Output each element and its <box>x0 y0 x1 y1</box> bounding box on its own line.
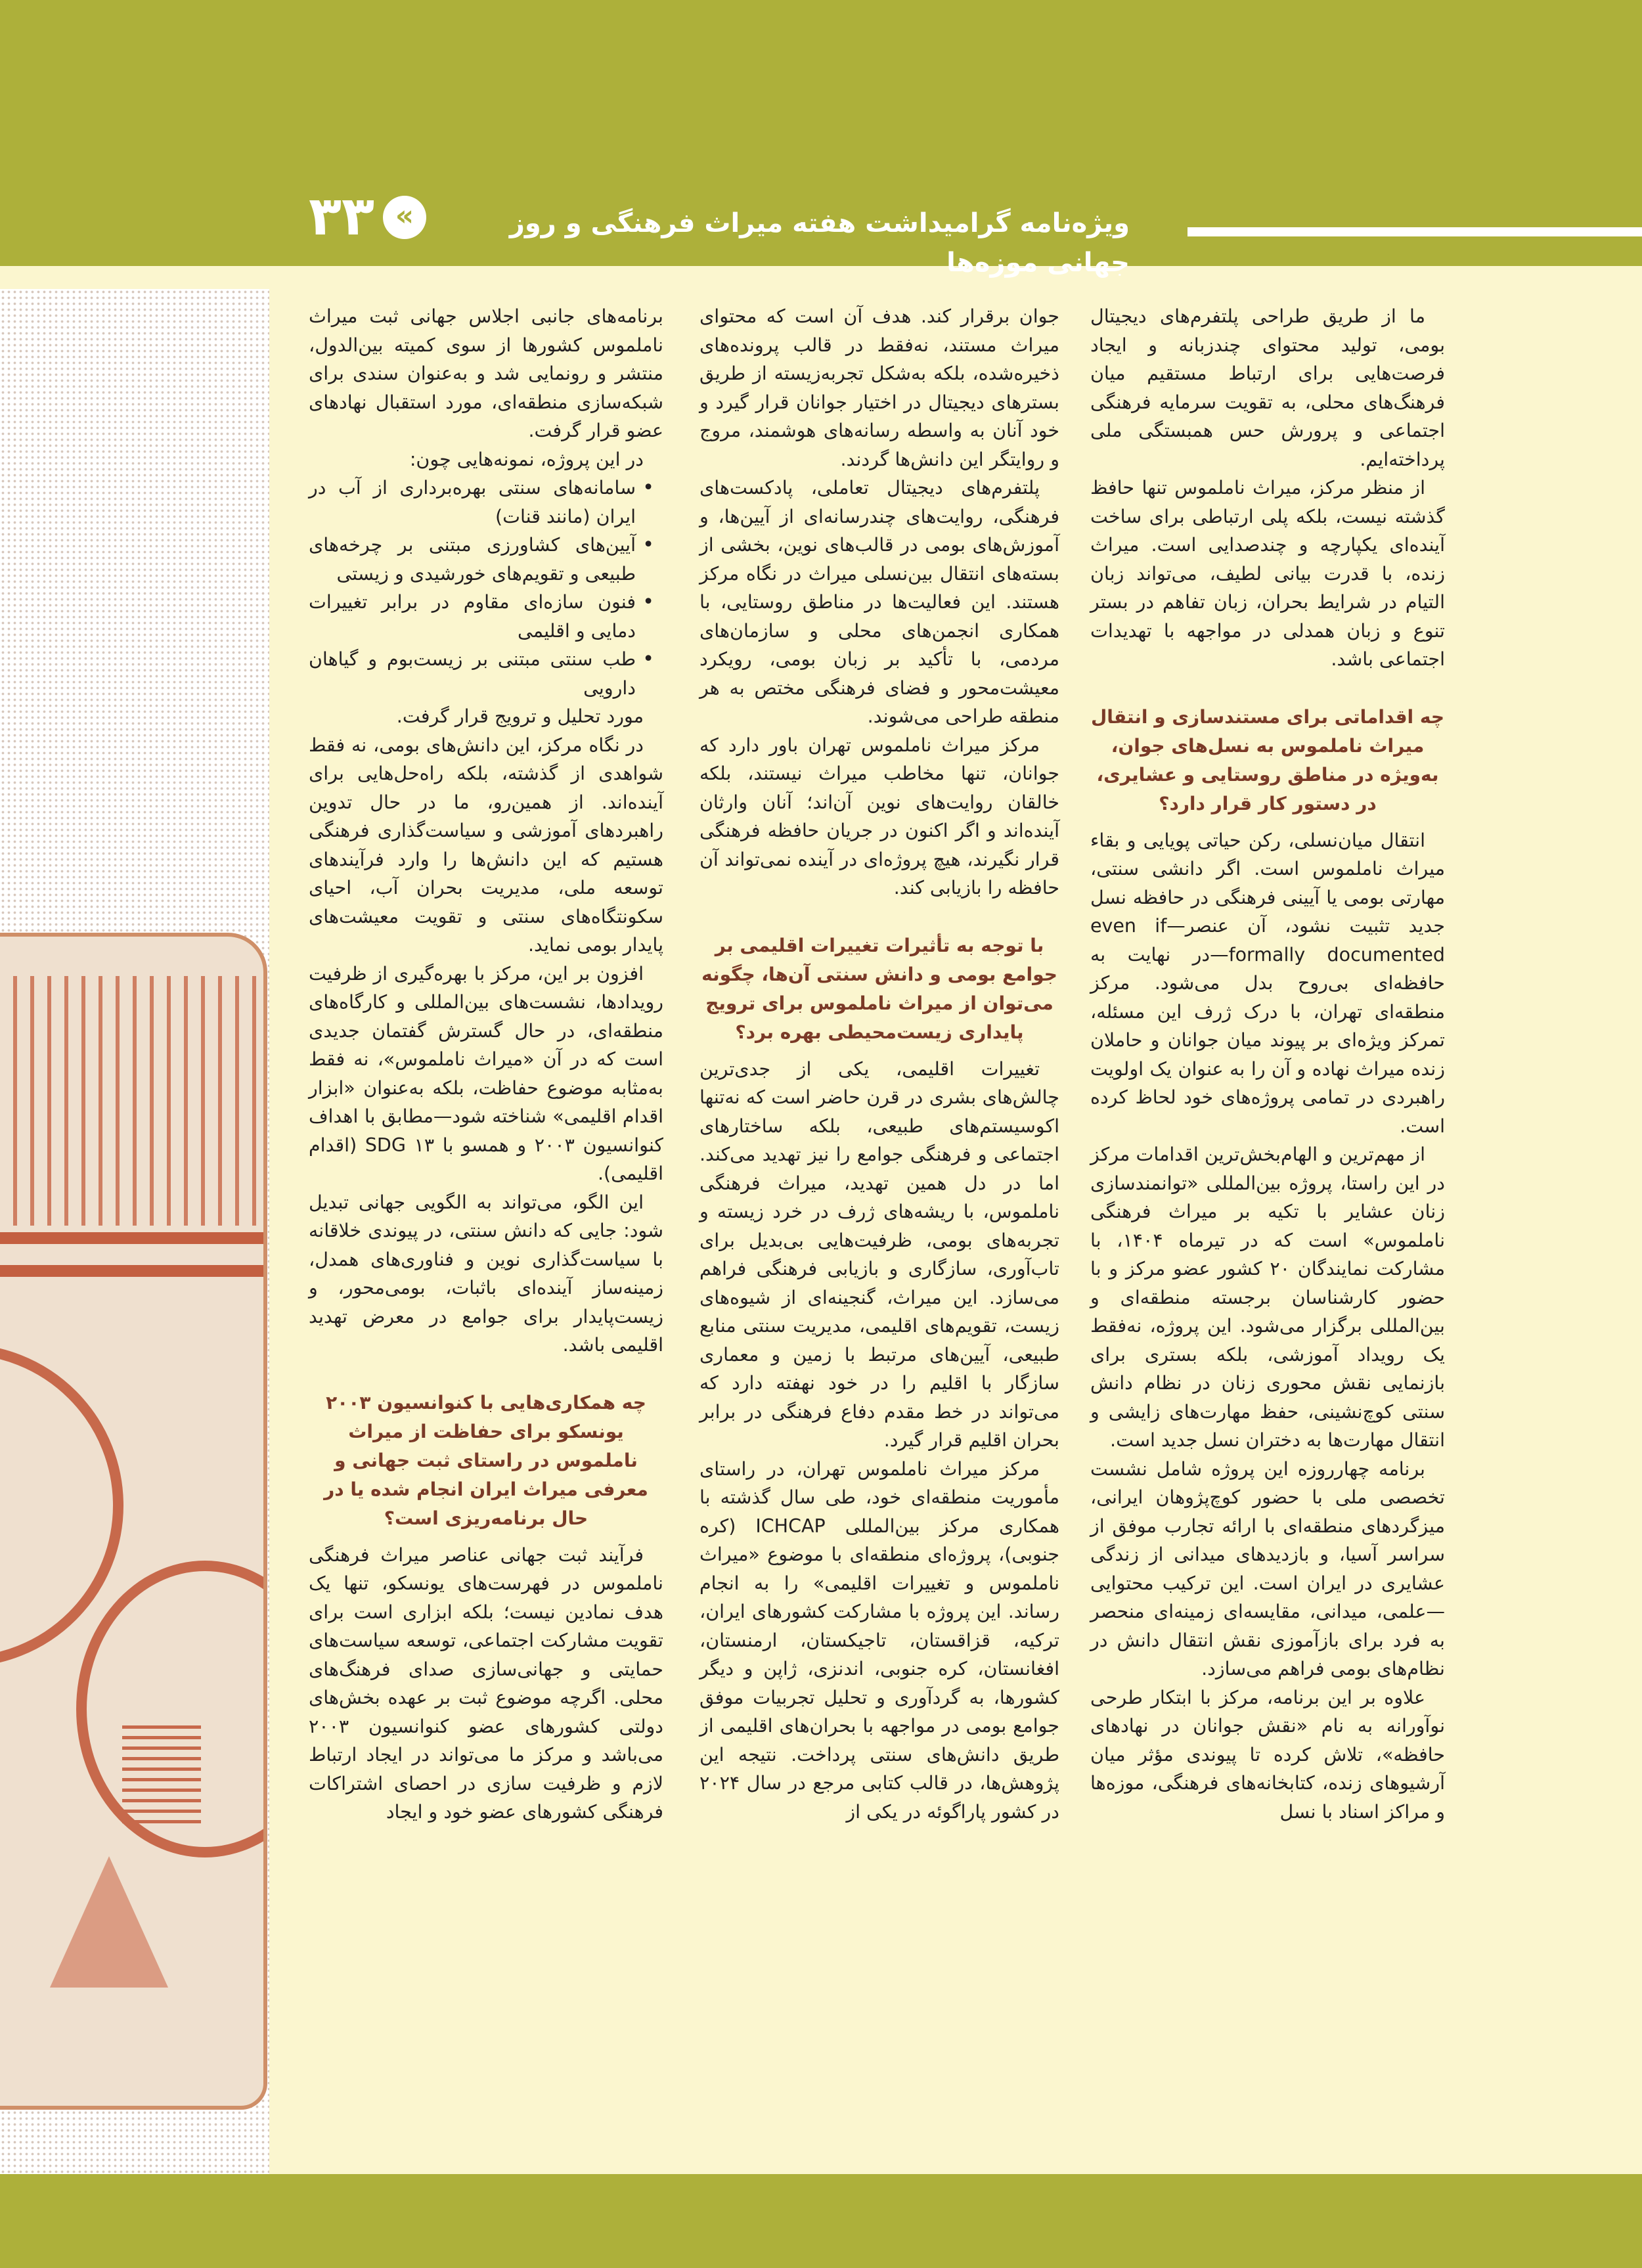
question-heading: با توجه به تأثیرات تغییرات اقلیمی بر جوامع بومی و دانش سنتی آن‌ها، چگونه می‌توان از میراث ناملموس برای ترویج پایداری زیست‌محیطی بهره برد؟ <box>701 934 1057 1043</box>
paragraph: از مهم‌ترین و الهام‌بخش‌ترین اقدامات مرکز در این راستا، پروژه بین‌المللی «توانمندسازی زنان عشایر با تکیه بر میراث فرهنگی ناملموس» است که در تیرماه ۱۴۰۴، با مشارکت نمایندگان ۲۰ کشور عضو مرکز و با حضور کارشناسان برجسته منطقه‌ای و بین‌المللی برگزار می‌شود. این پروژه، نه‌فقط یک رویداد آموزشی، بلکه بستری برای بازنمایی نقش محوری زنان در نظام دانش سنتی کوچ‌نشینی، حفظ مهارت‌های زایشی و انتقال مهارت‌ها به دختران نسل جدید است. <box>1090 1144 1446 1451</box>
paragraph: در نگاه مرکز، این دانش‌های بومی، نه فقط شواهدی از گذشته، بلکه راه‌حل‌هایی برای آینده‌اند. از همین‌رو، ما در حال تدوین راهبردهای آموزشی و سیاست‌گذاری فرهنگی هستیم که این دانش‌ها را وارد فرآیندهای توسعه ملی، مدیریت بحران آب، احیای سکونتگاه‌های سنتی و تقویت معیشت‌های پایدار بومی نماید. <box>309 734 663 956</box>
vessel-triangle-motif <box>50 1856 168 1988</box>
paragraph: از منظر مرکز، میراث ناملموس تنها حافظ گذشته نیست، بلکه پلی ارتباطی برای ساخت آینده‌ای یکپارچه و چندصدایی است. میراث زنده، با قدرت بیانی لطیف، می‌تواند زبان التیام در شرایط بحران، زبان تفاهم در بستر تنوع و زبان همدلی در مواجهه با تهدیدات اجتماعی باشد. <box>1090 477 1445 670</box>
pottery-vessel <box>0 933 267 2110</box>
column-middle <box>699 302 1059 1826</box>
page-number: ۳۳ <box>308 185 375 248</box>
paragraph: برنامه‌های جانبی اجلاس جهانی ثبت میراث ناملموس کشورها از سوی کمیته بین‌الدول، منتشر و رونمایی شد و به‌عنوان سندی برای شبکه‌سازی منطقه‌ای، مورد استقبال نهادهای عضو قرار گرفت. <box>309 305 663 441</box>
header-divider-line <box>1187 227 1642 236</box>
list-item: • طب سنتی مبتنی بر زیست‌بوم و گیاهان دارویی <box>309 645 636 702</box>
paragraph: انتقال میان‌نسلی، رکن حیاتی پویایی و بقاء میراث ناملموس است. اگر دانشی سنتی، مهارتی بومی یا آیینی فرهنگی در حافظه نسل جدید تثبیت نشود، آن عنصر—even if formally documented—در نهایت به حافظه‌ای بی‌روح بدل می‌شود. مرکز منطقه‌ای تهران، با درک ژرف این مسئله، تمرکز ویژه‌ای بر پیوند میان جوانان و حاملان زنده میراث نهاده و آن را به عنوان یک اولویت راهبردی در تمامی پروژه‌های خود لحاظ کرده است. <box>1090 829 1445 1137</box>
paragraph: مورد تحلیل و ترویج قرار گرفت. <box>396 705 644 727</box>
paragraph: تغییرات اقلیمی، یکی از جدی‌ترین چالش‌های بشری در قرن حاضر است که نه‌تنها اکوسیستم‌های طبیعی، بلکه ساختارهای اجتماعی و فرهنگی جوامع را نیز تهدید می‌کند. اما در دل همین تهدید، میراث فرهنگی ناملموس، با ریشه‌های ژرف در خرد زیسته و تجربه‌های بومی، ظرفیت‌هایی بی‌بدیل برای تاب‌آوری، سازگاری و بازیابی فرهنگی فراهم می‌سازد. این میراث، گنجینه‌ای از شیوه‌های زیست، تقویم‌های اقلیمی، مدیریت سنتی منابع طبیعی، آیین‌های مرتبط با زمین و معماری سازگار با اقلیم را در خود نهفته دارد که می‌تواند در خط مقدم دفاع فرهنگی در برابر بحران اقلیم قرار گیرد. <box>699 1057 1059 1451</box>
list-item: • فنون سازه‌ای مقاوم در برابر تغییرات دمایی و اقلیمی <box>309 588 636 645</box>
paragraph: علاوه بر این برنامه، مرکز با ابتکار طرحی نوآورانه به نام «نقش جوانان در نهادهای حافظه»، تلاش کرده تا پیوندی مؤثر میان آرشیوهای زنده، کتابخانه‌های فرهنگی، موزه‌ها و مراکز اسناد با نسل <box>1090 1686 1445 1823</box>
column-left <box>309 302 663 1827</box>
vessel-band <box>0 1265 263 1277</box>
paragraph: پلتفرم‌های دیجیتال تعاملی، پادکست‌های فرهنگی، روایت‌های چندرسانه‌ای از آیین‌ها، و آموزش‌های بومی در قالب‌های نوین، بخشی از بسته‌های انتقال بین‌نسلی میراث در نگاه مرکز هستند. این فعالیت‌ها در مناطق روستایی، با همکاری انجمن‌های محلی و سازمان‌های مردمی، با تأکید بر زبان بومی، رویکرد معیشت‌محور و فضای فرهنگی مختص به هر منطقه طراحی می‌شوند. <box>699 477 1059 727</box>
list-item: • آیین‌های کشاورزی مبتنی بر چرخه‌های طبیعی و تقویم‌های خورشیدی و زیستی <box>309 531 636 588</box>
question-heading: چه همکاری‌هایی با کنوانسیون ۲۰۰۳ یونسکو برای حفاظت از میراث ناملموس در راستای ثبت جهانی و معرفی میراث ایران انجام شده یا در حال برنامه‌ریزی است؟ <box>324 1391 648 1529</box>
chevron-double-left-icon[interactable]: « <box>383 196 426 239</box>
header-title: ویژه‌نامه گرامیداشت هفته میراث فرهنگی و روز جهانی موزه‌ها <box>509 208 1130 278</box>
paragraph: فرآیند ثبت جهانی عناصر میراث فرهنگی ناملموس در فهرست‌های یونسکو، تنها یک هدف نمادین نیست؛ بلکه ابزاری است برای تقویت مشارکت اجتماعی، توسعه سیاست‌های حمایتی و جهانی‌سازی صدای فرهنگ‌های محلی. اگرچه موضوع ثبت بر عهده بخش‌های دولتی کشورهای عضو کنوانسیون ۲۰۰۳ می‌باشد و مرکز ما می‌تواند در ایجاد ارتباط لازم و ظرفیت سازی در احصای اشتراکات فرهنگی کشورهای عضو خود و ایجاد <box>309 1544 663 1823</box>
column-right <box>1090 302 1445 1826</box>
example-list <box>309 474 663 702</box>
paragraph: مرکز میراث ناملموس تهران باور دارد که جوانان، تنها مخاطب میراث نیستند، بلکه خالقان روایت‌های نوین آن‌اند؛ آنان وارثان آینده‌اند و اگر اکنون در جریان حافظه فرهنگی قرار نگیرند، هیچ پروژه‌ای در آینده نمی‌تواند آن حافظه را بازیابی کند. <box>699 734 1059 899</box>
paragraph: این الگو، می‌تواند به الگویی جهانی تبدیل شود: جایی که دانش سنتی، در پیوندی خلاقانه با سیاست‌گذاری نوین و فناوری‌های همدل، زمینه‌ساز آینده‌ای باثبات، بومی‌محور، و زیست‌پایدار برای جوامع در معرض تهدید اقلیمی باشد. <box>309 1191 663 1356</box>
paragraph: برنامه چهارروزه این پروژه شامل نشست تخصصی ملی با حضور کوچ‌پژوهان ایرانی، میزگردهای منطقه‌ای با ارائه تجارب موفق از سراسر آسیا، و بازدیدهای میدانی از زندگی عشایری در ایران است. این ترکیب محتوایی—علمی، میدانی، مقایسه‌ای زمینه‌ای منحصر به فرد برای بازآموزی نقش انتقال دانش در نظام‌های بومی فراهم می‌سازد. <box>1090 1457 1445 1679</box>
paragraph: در این پروژه، نمونه‌هایی چون: <box>409 448 644 470</box>
vessel-stripe-pattern <box>0 976 263 1226</box>
paragraph: افزون بر این، مرکز با بهره‌گیری از ظرفیت رویدادها، نشست‌های بین‌المللی و کارگاه‌های منطقه‌ای، در حال گسترش گفتمان جدیدی است که در آن «میراث ناملموس»، نه فقط به‌مثابه موضوع حفاظت، بلکه به‌عنوان «ابزار اقدام اقلیمی» شناخته شود—مطابق با اهداف کنوانسیون ۲۰۰۳ و همسو با SDG ۱۳ (اقدام اقلیمی). <box>309 962 663 1184</box>
footer-band <box>0 2174 1642 2268</box>
paragraph: جوان برقرار کند. هدف آن است که محتوای میراث مستند، نه‌فقط در قالب پرونده‌های ذخیره‌شده، بلکه به‌شکل تجربه‌زیسته از طریق بسترهای دیجیتال در اختیار جوانان قرار گیرد و خود آنان به واسطه رسانه‌های هوشمند، مروج و روایتگر این دانش‌ها گردند. <box>699 305 1059 470</box>
list-item: • سامانه‌های سنتی بهره‌برداری از آب در ایران (مانند قنات) <box>309 474 636 531</box>
question-heading: چه اقداماتی برای مستندسازی و انتقال میراث ناملموس به نسل‌های جوان، به‌ویژه در مناطق روستایی و عشایری، در دستور کار قرار دارد؟ <box>1090 705 1445 814</box>
paragraph: ما از طریق طراحی پلتفرم‌های دیجیتال بومی، تولید محتوای چندزبانه و ایجاد فرصت‌هایی برای ارتباط مستقیم میان فرهنگ‌های محلی، به تقویت سرمایه فرهنگی اجتماعی و پرورش حس همبستگی ملی پرداخته‌ایم. <box>1090 305 1445 470</box>
vessel-wave-motif <box>122 1725 201 1823</box>
painted-pottery-vessel-image <box>0 289 269 2174</box>
paragraph: مرکز میراث ناملموس تهران، در راستای مأموریت منطقه‌ای خود، طی سال گذشته با همکاری مرکز بین‌المللی ICHCAP (کره جنوبی)، پروژه‌ای منطقه‌ای با موضوع «میراث ناملموس و تغییرات اقلیمی» را به انجام رساند. این پروژه با مشارکت کشورهای ایران، ترکیه، قزاقستان، تاجیکستان، ارمنستان، افغانستان، کره جنوبی، اندنزی، ژاپن و دیگر کشورها، به گردآوری و تحلیل تجربیات موفق جوامع بومی در مواجهه با بحران‌های اقلیمی از طریق دانش‌های سنتی پرداخت. نتیجه این پژوهش‌ها، در قالب کتابی مرجع در سال ۲۰۲۴ در کشور پاراگوئه در یکی از <box>699 1457 1059 1823</box>
vessel-band <box>0 1232 263 1244</box>
